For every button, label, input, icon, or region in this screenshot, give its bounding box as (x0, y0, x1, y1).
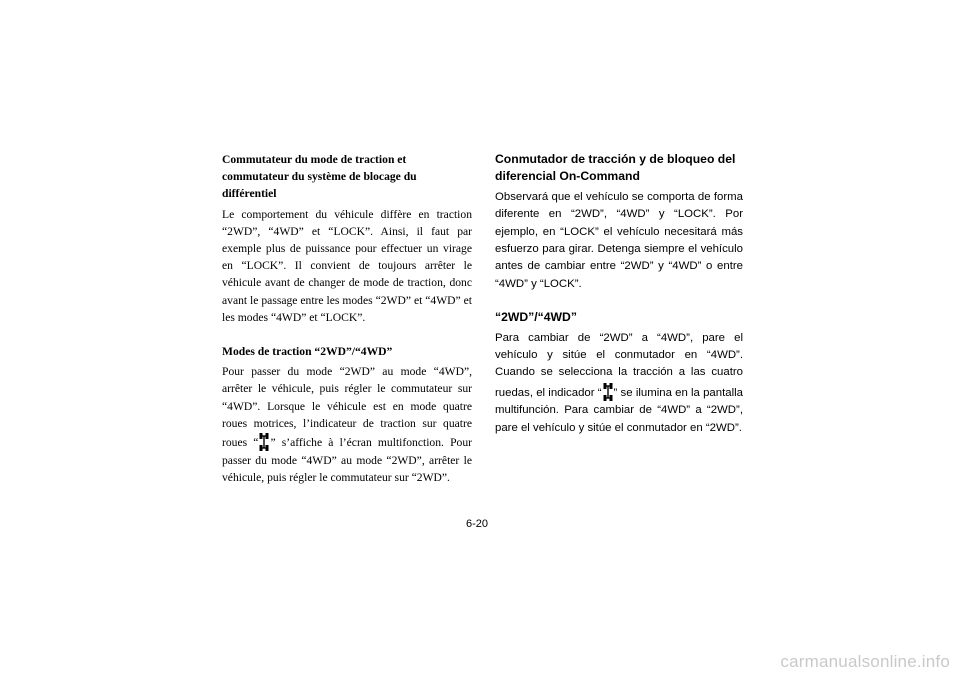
watermark: carmanualsonline.info (780, 652, 950, 671)
french-intro-paragraph: Le comportement du véhicule diffère en traction “2WD”, “4WD” et “LOCK”. Ainsi, il faut par exemple plus de puissance pour effectuer un virage en “LOCK”. Il convient de toujours arrêter le véhicule avant de changer de mode de traction, donc avant le passage entre les modes “2WD” et “4WD” et les modes “4WD” et “LOCK”. (222, 207, 472, 324)
spanish-body-text-2: ” se ilumina en la pantalla multifunción. Para cambiar de “4WD” a “2WD”, pare el vehículo y sitúe el conmutador en “2WD”. (495, 386, 743, 434)
spanish-intro-paragraph: Observará que el vehículo se comporta de forma diferente en “2WD”, “4WD” y “LOCK”. Por ejemplo, en “LOCK” el vehículo necesitará más esfuerzo para girar. Detenga siempre el vehículo antes de cambiar entre “2WD” y “4WD” o entre “4WD” y “LOCK”. (495, 190, 743, 290)
4wd-indicator-icon (603, 382, 613, 402)
spanish-body-paragraph (495, 330, 743, 437)
french-body-text-1: Pour passer du mode “2WD” au mode “4WD”, arrêter le véhicule, puis régler le commutateur sur “4WD”. Lorsque le véhicule est en mode quatre roues motrices, l’indicateur de traction sur quatre roues “ (222, 365, 472, 450)
french-column (222, 151, 472, 486)
spanish-heading: Conmutador de tracción y de bloqueo del diferencial On-Command (495, 152, 736, 184)
french-subheading: Modes de traction “2WD”/“4WD” (222, 345, 393, 359)
spanish-body-text-1: Para cambiar de “2WD” a “4WD”, pare el vehículo y sitúe el conmutador en “4WD”. Cuando se selecciona la tracción a las cuatro ruedas, el indicador “ (495, 331, 743, 399)
french-heading: Commutateur du mode de traction et commutateur du système de blocage du différentiel (222, 153, 417, 201)
4wd-indicator-icon (259, 432, 269, 452)
spanish-column (495, 151, 743, 437)
french-body-text-2: ” s’affiche à l’écran multifonction. Pour passer du mode “4WD” au mode “2WD”, arrêter le véhicule, puis régler le commutateur sur “2WD”. (222, 436, 472, 485)
french-body-paragraph (222, 363, 472, 486)
spanish-subheading: “2WD”/“4WD” (495, 310, 577, 325)
page-number: 6-20 (466, 518, 489, 530)
